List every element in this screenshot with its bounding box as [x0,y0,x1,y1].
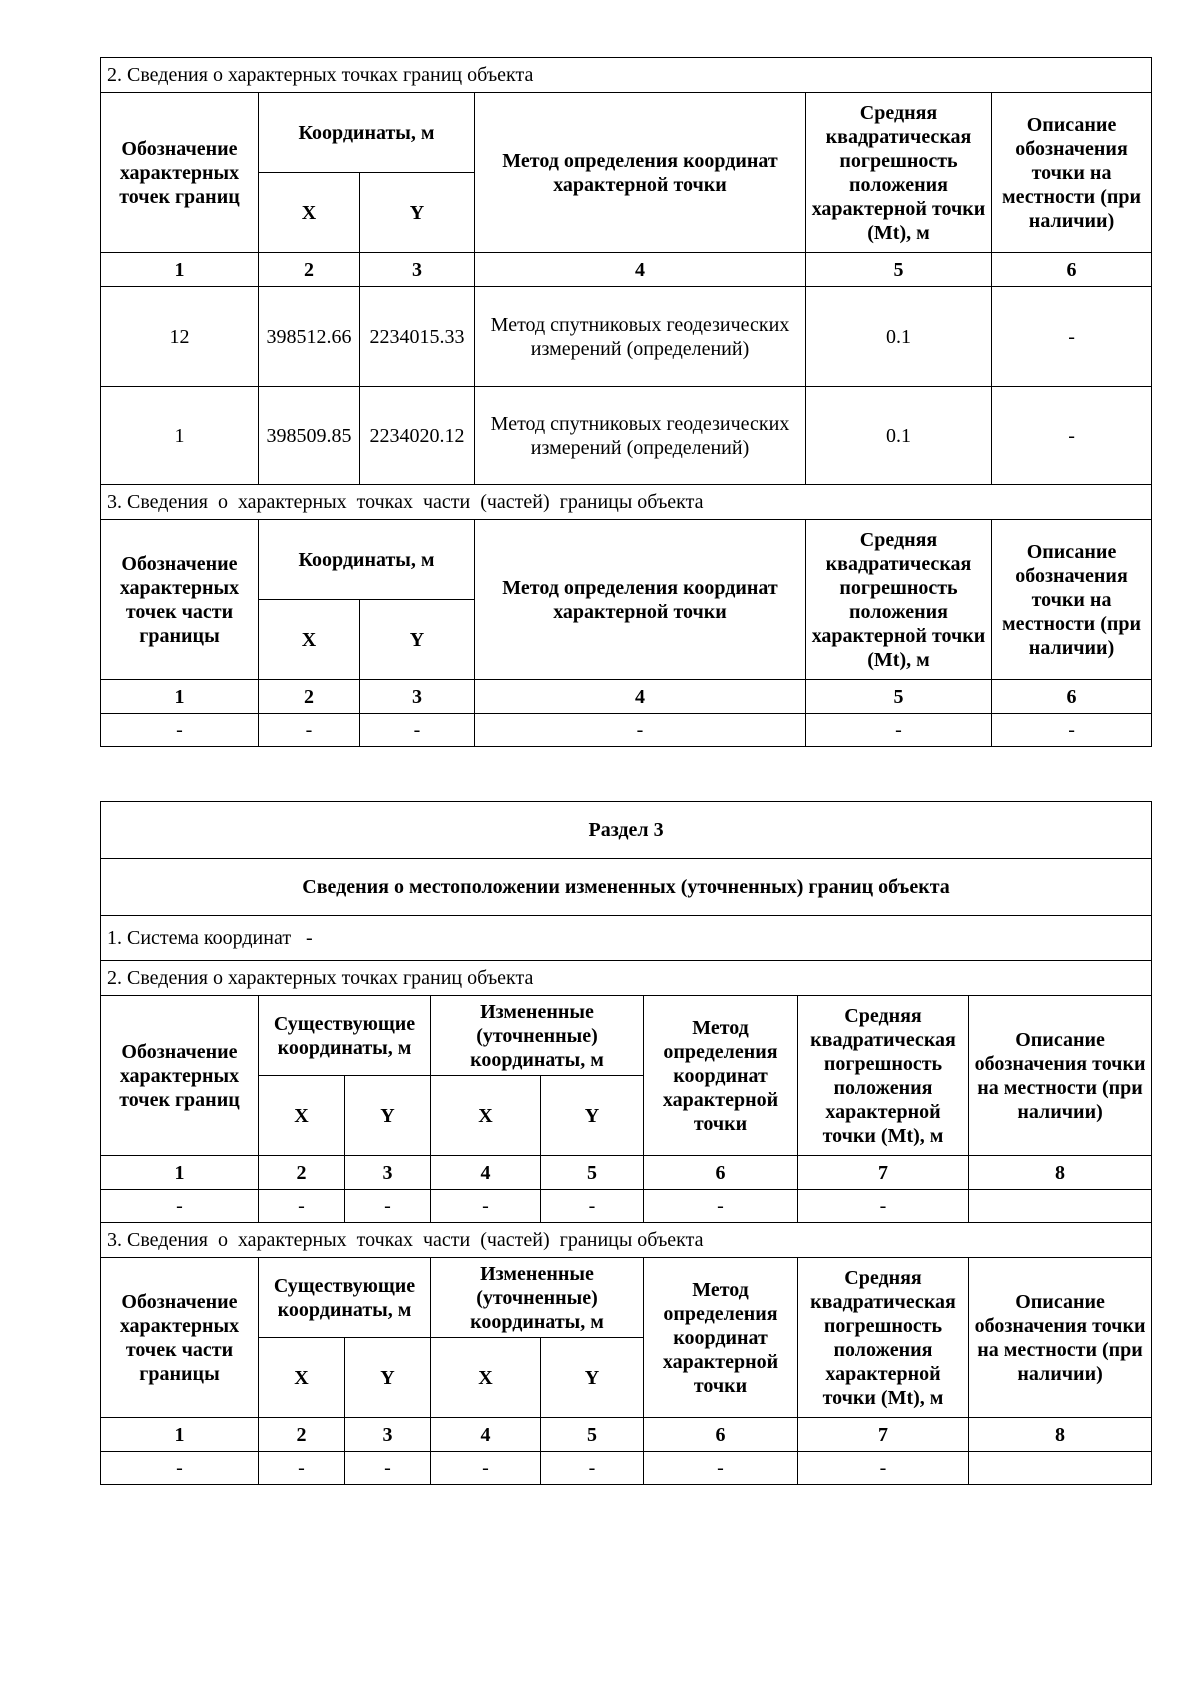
header-method: Метод определения координат характерной точки [644,996,798,1156]
column-number: 7 [798,1156,969,1190]
column-number: 2 [259,253,360,287]
column-number: 6 [992,253,1152,287]
column-number: 2 [259,1156,345,1190]
column-number: 2 [259,680,360,714]
header-x: X [431,1338,541,1418]
column-number: 3 [345,1156,431,1190]
header-existing-coordinates: Существующие координаты, м [259,996,431,1076]
header-x: X [259,1076,345,1156]
description: - [992,287,1152,387]
section-heading: Раздел 3 [101,802,1152,859]
empty-cell: - [644,1452,798,1485]
empty-cell [969,1190,1152,1223]
column-number: 6 [644,1156,798,1190]
empty-cell: - [798,1190,969,1223]
empty-cell: - [259,1190,345,1223]
column-number: 5 [806,680,992,714]
header-error: Средняя квадратическая погрешность положения характерной точки (Mt), м [806,93,992,253]
coord-x: 398512.66 [259,287,360,387]
empty-cell: - [345,1452,431,1485]
header-x: X [259,173,360,253]
header-x: X [259,600,360,680]
coord-x: 398509.85 [259,387,360,485]
error: 0.1 [806,387,992,485]
empty-cell: - [431,1452,541,1485]
column-number: 6 [644,1418,798,1452]
header-error: Средняя квадратическая погрешность положения характерной точки (Mt), м [806,520,992,680]
section-title: 3. Сведения о характерных точках части (частей) границы объекта [101,1223,1152,1258]
error: 0.1 [806,287,992,387]
empty-cell: - [475,714,806,747]
coord-y: 2234015.33 [360,287,475,387]
header-existing-coordinates: Существующие координаты, м [259,1258,431,1338]
empty-cell: - [345,1190,431,1223]
table-row [101,287,1152,387]
coordinate-system: 1. Система координат - [101,916,1152,961]
header-description: Описание обозначения точки на местности (при наличии) [969,1258,1152,1418]
header-x: X [259,1338,345,1418]
method: Метод спутниковых геодезических измерений (определений) [475,387,806,485]
empty-cell: - [541,1452,644,1485]
point-id: 12 [101,287,259,387]
header-designation: Обозначение характерных точек границ [101,93,259,253]
column-number: 4 [431,1156,541,1190]
column-number: 5 [541,1418,644,1452]
header-method: Метод определения координат характерной точки [475,520,806,680]
header-description: Описание обозначения точки на местности (при наличии) [992,520,1152,680]
header-y: Y [345,1338,431,1418]
column-number: 4 [431,1418,541,1452]
section-title: 3. Сведения о характерных точках части (частей) границы объекта [101,485,1152,520]
column-number: 1 [101,1156,259,1190]
empty-cell: - [806,714,992,747]
header-coordinates: Координаты, м [259,93,475,173]
table-row [101,714,1152,747]
column-number: 4 [475,680,806,714]
empty-cell: - [101,714,259,747]
header-error: Средняя квадратическая погрешность положения характерной точки (Mt), м [798,1258,969,1418]
table-row [101,387,1152,485]
section-3-table [100,801,1152,1485]
column-number: 1 [101,680,259,714]
empty-cell: - [360,714,475,747]
column-number: 2 [259,1418,345,1452]
column-number: 8 [969,1156,1152,1190]
empty-cell: - [101,1452,259,1485]
empty-cell [969,1452,1152,1485]
header-designation: Обозначение характерных точек части границы [101,1258,259,1418]
section-subtitle: Сведения о местоположении измененных (уточненных) границ объекта [101,859,1152,916]
header-y: Y [360,173,475,253]
column-number: 1 [101,253,259,287]
header-changed-coordinates: Измененные (уточненные) координаты, м [431,996,644,1076]
coord-y: 2234020.12 [360,387,475,485]
column-number: 5 [806,253,992,287]
header-y: Y [541,1338,644,1418]
column-number: 3 [345,1418,431,1452]
column-number: 7 [798,1418,969,1452]
empty-cell: - [259,714,360,747]
header-designation: Обозначение характерных точек границ [101,996,259,1156]
header-error: Средняя квадратическая погрешность положения характерной точки (Mt), м [798,996,969,1156]
table-row [101,1190,1152,1223]
column-number: 3 [360,253,475,287]
column-number: 4 [475,253,806,287]
column-number: 3 [360,680,475,714]
header-description: Описание обозначения точки на местности (при наличии) [992,93,1152,253]
header-method: Метод определения координат характерной точки [644,1258,798,1418]
description: - [992,387,1152,485]
column-number: 8 [969,1418,1152,1452]
section-title: 2. Сведения о характерных точках границ объекта [101,58,1152,93]
empty-cell: - [431,1190,541,1223]
empty-cell: - [541,1190,644,1223]
section-title: 2. Сведения о характерных точках границ объекта [101,961,1152,996]
empty-cell: - [644,1190,798,1223]
column-number: 6 [992,680,1152,714]
header-y: Y [360,600,475,680]
boundary-points-table [100,57,1152,747]
header-method: Метод определения координат характерной точки [475,93,806,253]
table-row [101,1452,1152,1485]
column-number: 5 [541,1156,644,1190]
method: Метод спутниковых геодезических измерений (определений) [475,287,806,387]
header-description: Описание обозначения точки на местности (при наличии) [969,996,1152,1156]
column-number: 1 [101,1418,259,1452]
header-designation: Обозначение характерных точек части границы [101,520,259,680]
header-x: X [431,1076,541,1156]
empty-cell: - [259,1452,345,1485]
empty-cell: - [101,1190,259,1223]
empty-cell: - [798,1452,969,1485]
empty-cell: - [992,714,1152,747]
header-y: Y [345,1076,431,1156]
point-id: 1 [101,387,259,485]
header-changed-coordinates: Измененные (уточненные) координаты, м [431,1258,644,1338]
header-coordinates: Координаты, м [259,520,475,600]
header-y: Y [541,1076,644,1156]
